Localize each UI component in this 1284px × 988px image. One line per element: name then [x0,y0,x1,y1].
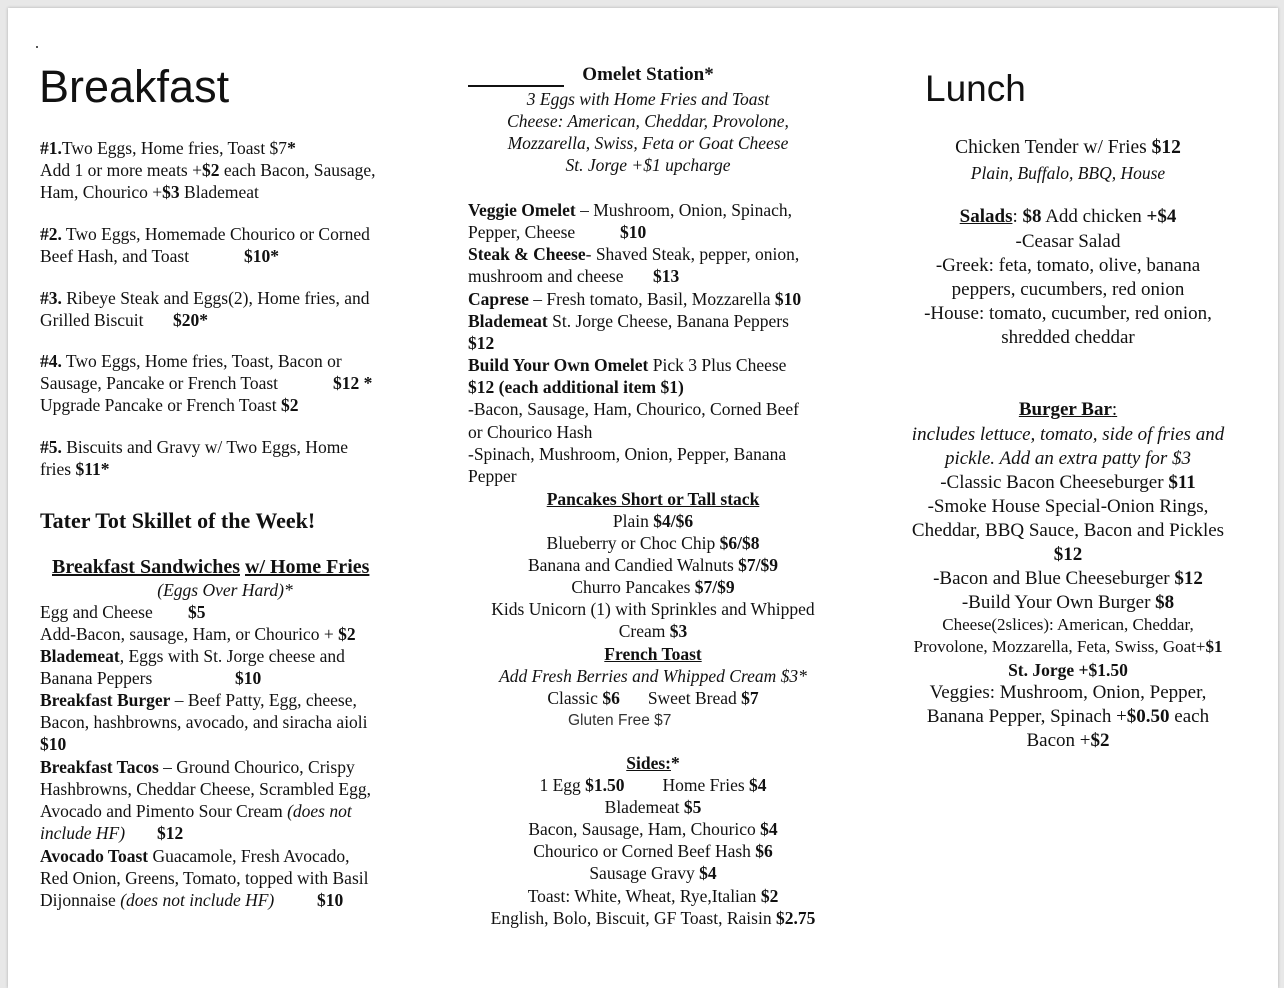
tacos-line2: Hashbrowns, Cheddar Cheese, Scrambled Egg, [40,779,371,799]
item1-line2: Add 1 or more meats +$2 each Bacon, Sausage, [40,160,376,180]
item3-line1: #3. Ribeye Steak and Eggs(2), Home fries, and [40,288,370,308]
item4-line3: Upgrade Pancake or French Toast $2 [40,395,299,415]
breakfast-title: Breakfast [39,61,230,112]
tender-sub: Plain, Buffalo, BBQ, House [970,163,1166,183]
french-toast-title: French Toast [604,644,702,664]
sandwiches-note: (Eggs Over Hard)* [157,580,293,600]
byo-line: Build Your Own Omelet Pick 3 Plus Cheese [468,355,787,375]
house-line1: -House: tomato, cucumber, red onion, [924,303,1212,324]
cheese-line2: Provolone, Mozzarella, Feta, Swiss, Goat+$1 [913,637,1223,656]
item3-line2: Grilled Biscuit $20* [40,310,208,330]
sides-blade: Blademeat $5 [604,797,702,817]
pancakes-title: Pancakes Short or Tall stack [546,489,760,509]
blue-burger: -Bacon and Blue Cheeseburger $12 [933,568,1203,589]
item1-line3: Ham, Chourico +$3 Blademeat [40,182,259,202]
tacos-line1: Breakfast Tacos – Ground Chourico, Crispy [40,757,355,777]
smoke-price: $12 [1053,544,1083,565]
item1-line1: #1.Two Eggs, Home fries, Toast $7* [40,138,296,158]
menu-page [8,8,1278,988]
avocado-line3: Dijonnaise (does not include HF) $10 [40,890,344,910]
avocado-line2: Red Onion, Greens, Tomato, topped with Basil [40,868,369,888]
french-toast-options: Classic $6 Sweet Bread $7 [547,688,759,708]
burger-price: $10 [40,734,67,754]
french-toast-note: Add Fresh Berries and Whipped Cream $3* [499,666,807,686]
burger-bar-heading: Burger Bar: [1018,399,1118,420]
item5-line1: #5. Biscuits and Gravy w/ Two Eggs, Home [40,437,349,457]
tender-line: Chicken Tender w/ Fries $12 [955,137,1181,158]
pancakes-blueberry: Blueberry or Choc Chip $6/$8 [546,533,760,553]
pancakes-kids2: Cream $3 [618,621,688,641]
byo-meat1: -Bacon, Sausage, Ham, Chourico, Corned Beef [468,399,799,419]
egg-cheese-line: Egg and Cheese $5 [40,602,206,622]
add-bacon-line: Add-Bacon, sausage, Ham, or Chourico + $2 [40,624,356,644]
omelet-sub2: Cheese: American, Cheddar, Provolone, [507,111,789,131]
veggie-line1: Veggie Omelet – Mushroom, Onion, Spinach, [468,200,793,220]
lunch-title: Lunch [925,68,1026,109]
tacos-line3: Avocado and Pimento Sour Cream (does not [40,801,352,821]
pancakes-banana: Banana and Candied Walnuts $7/$9 [527,555,779,575]
steak-line2: mushroom and cheese $13 [468,266,680,286]
sides-toast: Toast: White, Wheat, Rye,Italian $2 [527,886,779,906]
sides-hash: Chourico or Corned Beef Hash $6 [533,841,773,861]
sandwiches-heading: Breakfast Sandwiches w/ Home Fries [52,556,370,578]
veggies-line2: Banana Pepper, Spinach +$0.50 each [926,706,1210,727]
smoke-line2: Cheddar, BBQ Sauce, Bacon and Pickles [911,520,1225,541]
pancakes-plain: Plain $4/$6 [612,511,694,531]
classic-burger: -Classic Bacon Cheeseburger $11 [940,472,1196,493]
byo-price: $12 (each additional item $1) [468,377,684,397]
french-toast-gluten: Gluten Free $7 [568,712,672,729]
burger-line2: Bacon, hashbrowns, avocado, and siracha aioli [40,712,368,732]
sides-title: Sides:* [626,753,680,773]
byo-burger: -Build Your Own Burger $8 [961,592,1175,613]
item4-line1: #4. Two Eggs, Home fries, Toast, Bacon or [40,351,342,371]
byo-veg2: Pepper [468,466,517,486]
pancakes-churro: Churro Pancakes $7/$9 [571,577,735,597]
pancakes-kids1: Kids Unicorn (1) with Sprinkles and Whipped [491,599,815,619]
steak-line1: Steak & Cheese- Shaved Steak, pepper, onion, [468,244,800,264]
caprese-line: Caprese – Fresh tomato, Basil, Mozzarella $10 [468,289,802,309]
omelet-sub3: Mozzarella, Swiss, Feta or Goat Cheese [507,133,789,153]
item2-line2: Beef Hash, and Toast $10* [40,246,279,266]
burger-line1: Breakfast Burger – Beef Patty, Egg, cheese, [40,690,357,710]
item5-line2: fries $11* [40,459,110,479]
sides-gravy: Sausage Gravy $4 [589,863,717,883]
ceasar-line: -Ceasar Salad [1015,231,1121,252]
blademeat-line2: Banana Peppers $10 [40,668,262,688]
cheese-line1: Cheese(2slices): American, Cheddar, [942,615,1194,634]
omelet-title: Omelet Station* [582,64,714,85]
omelet-sub4: St. Jorge +$1 upcharge [565,155,731,175]
stray-dot [36,46,38,48]
veggie-line2: Pepper, Cheese $10 [468,222,647,242]
omelet-sub1: 3 Eggs with Home Fries and Toast [526,89,770,109]
sides-egg-home: 1 Egg $1.50 Home Fries $4 [539,775,767,795]
sides-english: English, Bolo, Biscuit, GF Toast, Raisin $2.75 [490,908,816,928]
stjorge-line: St. Jorge +$1.50 [1008,660,1128,680]
burger-note2: pickle. Add an extra patty for $3 [944,448,1192,469]
item4-line2: Sausage, Pancake or French Toast $12 * [40,373,373,393]
burger-note1: includes lettuce, tomato, side of fries and [911,424,1225,445]
blade-price: $12 [468,333,495,353]
veggies-line1: Veggies: Mushroom, Onion, Pepper, [929,682,1207,703]
greek-line2: peppers, cucumbers, red onion [951,279,1185,300]
house-line2: shredded cheddar [1001,327,1135,348]
tacos-line4: include HF) $12 [40,823,184,843]
bacon-line: Bacon +$2 [1026,730,1110,751]
avocado-line1: Avocado Toast Guacamole, Fresh Avocado, [40,846,350,866]
blademeat-line1: Blademeat, Eggs with St. Jorge cheese and [40,646,345,666]
item2-line1: #2. Two Eggs, Homemade Chourico or Corned [40,224,370,244]
skillet-heading: Tater Tot Skillet of the Week! [40,508,316,533]
sides-meats: Bacon, Sausage, Ham, Chourico $4 [528,819,778,839]
greek-line1: -Greek: feta, tomato, olive, banana [935,255,1201,276]
byo-veg1: -Spinach, Mushroom, Onion, Pepper, Banana [468,444,787,464]
salads-heading: Salads: $8 Add chicken +$4 [959,206,1177,227]
blade-line: Blademeat St. Jorge Cheese, Banana Peppers [468,311,789,331]
byo-meat2: or Chourico Hash [468,422,593,442]
smoke-line1: -Smoke House Special-Onion Rings, [927,496,1209,517]
